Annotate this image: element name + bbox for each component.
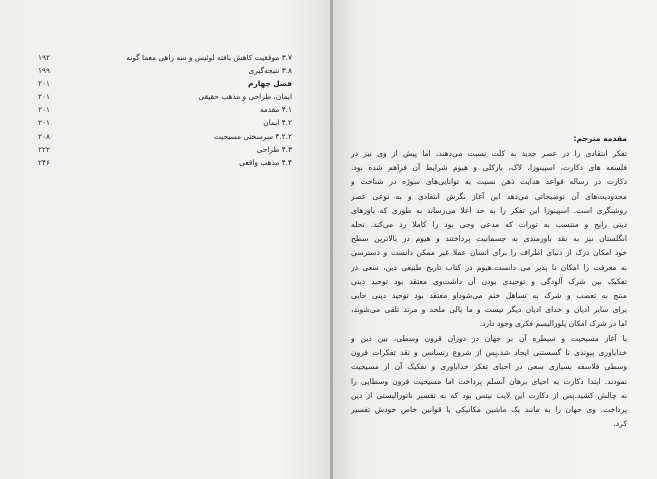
text-line: منتج به تعصب و شرک به تساهل ختم می‌شود‌او معتقد بود توحید دینی جایی [351, 290, 627, 300]
toc-title: ۳.۷ موفقیت کاهش یافته لوئیس و سه راهی معما گونه [126, 53, 292, 62]
toc-entry [38, 103, 292, 116]
toc-page-number: ۲۰۱ [38, 79, 50, 89]
toc-entry [38, 77, 292, 90]
text-line: تفکیک بین شرک آلودگی و توحیدی بودن آن داشت‌وی معتقد بود توحید دینی [351, 276, 627, 286]
toc-entry [38, 116, 292, 129]
translator-introduction [351, 133, 627, 431]
table-of-contents [38, 51, 292, 169]
text-line: نمودند. ابتدا دکارت به احیای برهان آنسلم پرداخت اما مسیحیت قرون وسطایی را [351, 376, 627, 386]
toc-title: ۴.۳ طراحی [256, 144, 292, 154]
text-line: روشنگری است. اسپینوزا این تفکر را به حد اعلا می‌رساند به طوری که باورهای [351, 205, 627, 215]
toc-page-number: ۱۹۹ [38, 66, 50, 76]
text-line: اما در شرک امکان پلورالیسم فکری وجود دارد. [479, 319, 627, 329]
text-line: انگلستان نیز به نقد باورمندی به جسمانیت پرداختند و هیوم در بالاترین سطح [351, 234, 627, 244]
toc-page-number: ۲۰۸ [38, 131, 50, 141]
toc-entry [38, 64, 292, 77]
right-page [333, 0, 657, 479]
text-line: با آغاز مسیحیت و سیطره آن بر جهان در دوران قرون وسطی، بین دین و [351, 333, 627, 343]
toc-page-number: ۲۰۱ [38, 92, 50, 102]
toc-page-number: ۲۰۱ [38, 118, 50, 128]
section-heading: مقدمه مترجم: [573, 134, 627, 143]
text-line: پرداخت. وی جهان را به مانند یک ماشین مکانیکی با قوانین خاص خودش تفسیر [351, 404, 627, 414]
text-line: برای سایر ادیان و خدای ادیان دیگر نیست و ما بالی ملحد و مرتد تلقی می‌شوند، [351, 305, 627, 315]
toc-title: فصل چهارم [248, 79, 292, 89]
toc-title: ۴.۴ مذهب واقعی [239, 157, 292, 167]
toc-page-number: ۲۲۲ [38, 144, 50, 154]
paragraph-1 [351, 147, 627, 331]
toc-title: ۴.۲.۲ سرسختی مسیحیت [214, 131, 292, 141]
paragraph-2 [351, 332, 627, 431]
toc-title: ۳.۸ نتیجه‌گیری [248, 66, 292, 76]
toc-title: ۴.۱ مقدمه [259, 105, 292, 115]
toc-entry [38, 130, 292, 143]
text-line: وسطی فلاسفه بسیاری سعی در احیای تفکر خداباوری و تفکیک آن از مسیحیت [351, 362, 627, 372]
text-line: خود امکان درک از دنیای اطراف را برای انسان عملا غیر ممکن دانست و دسترسی [351, 248, 627, 258]
toc-page-number: ۱۹۲ [38, 53, 50, 62]
toc-entry [38, 143, 292, 156]
toc-entry [38, 51, 292, 64]
text-line: خداباوری پیوندی نا گسستنی ایجاد شد.پس از شروع رنسانس و نقد تفکرات قرون [351, 348, 627, 358]
text-line: دکارت در رساله قواعد هدایت ذهن نسبت به توانایی‌های سوژه در شناخت و [351, 177, 627, 187]
text-line: محدودیت‌های آن توضیحاتی می‌دهد این آغاز نگرش انتقادی و به نوعی عصر [351, 191, 627, 201]
toc-entry [38, 90, 292, 103]
text-line: کرد. [613, 419, 627, 429]
text-line: به چالش کشید.پس از دکارت این لایب نیتس بود که به تفسیر ناتورالیستی از دین [351, 390, 627, 400]
text-line: دینی رایج و منتسب به تورات که مدعی وحی بود را کاملا رد می‌کند. نحله [351, 219, 627, 229]
text-line: تفکر انتقادی را در عصر جدید به کلت نسبت می‌دهند، اما پیش از وی نیز در [351, 149, 627, 158]
toc-page-number: ۲۴۶ [38, 157, 50, 167]
text-line: به معرفت را امکان نا پذیر می دانست.هیوم در کتاب تاریخ طبیعی دین، سعی در [351, 262, 627, 272]
toc-entry [38, 156, 292, 169]
toc-title: ایمان، طراحی و مذهب حقیقی [198, 92, 292, 102]
toc-title: ۴.۲ ایمان [263, 118, 292, 128]
text-line: فلسفه های دکارت، اسپینوزا، لاک، بارکلی و هیوم شرایط آن فراهم شده بود. [351, 163, 627, 173]
toc-page-number: ۲۰۱ [38, 105, 50, 115]
